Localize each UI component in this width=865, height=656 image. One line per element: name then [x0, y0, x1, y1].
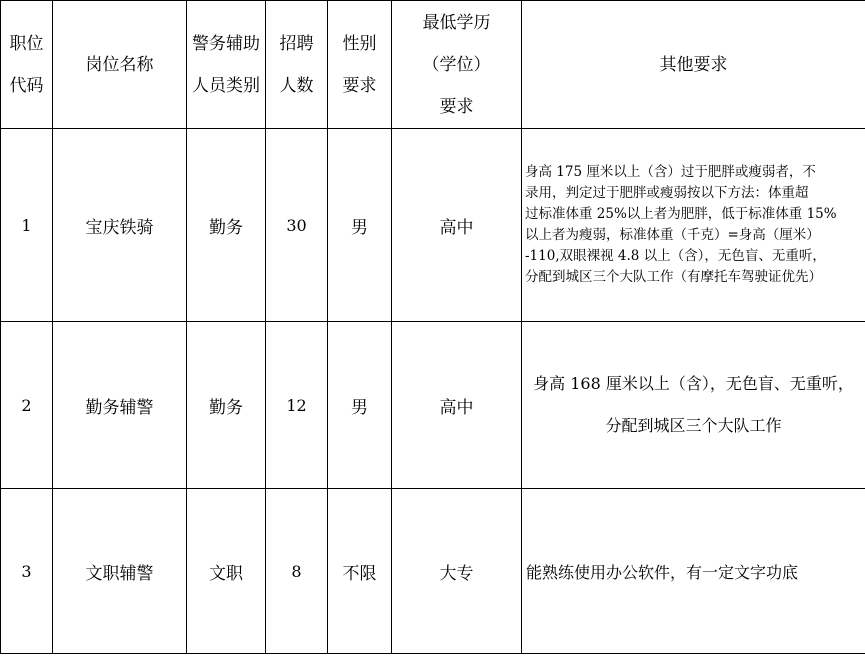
header-name: 岗位名称: [53, 1, 187, 129]
row-gender: 男: [328, 322, 392, 489]
table-row: [1, 322, 865, 489]
row-education: 大专: [392, 489, 522, 654]
row-education: 高中: [392, 129, 522, 322]
row-name: 文职辅警: [53, 489, 187, 654]
row-education: 高中: [392, 322, 522, 489]
table-row: [1, 129, 865, 322]
header-code: 职位 代码: [1, 1, 53, 129]
row-gender: 男: [328, 129, 392, 322]
row-count: 30: [266, 129, 328, 322]
header-category: 警务辅助 人员类别: [187, 1, 266, 129]
row-count: 8: [266, 489, 328, 654]
header-gender: 性别 要求: [328, 1, 392, 129]
table-row: [1, 489, 865, 654]
row-gender: 不限: [328, 489, 392, 654]
row-code: 3: [1, 489, 53, 654]
row-name: 勤务辅警: [53, 322, 187, 489]
header-other: 其他要求: [522, 1, 865, 129]
row-category: 勤务: [187, 322, 266, 489]
header-count: 招聘 人数: [266, 1, 328, 129]
header-row: [1, 1, 865, 129]
row-other-requirements: 能熟练使用办公软件，有一定文字功底: [522, 489, 865, 654]
header-education: 最低学历 （学位） 要求: [392, 1, 522, 129]
row-category: 文职: [187, 489, 266, 654]
row-category: 勤务: [187, 129, 266, 322]
row-count: 12: [266, 322, 328, 489]
row-other-requirements: 身高 175 厘米以上（含）过于肥胖或瘦弱者，不 录用，判定过于肥胖或瘦弱按以下方法：体重超 过标准体重 25%以上者为肥胖，低于标准体重 15% 以上者为瘦弱，标准体重（千克）=身高（厘米） -110,双眼裸视 4.8 以上（含），无色盲、无重听， 分配到城区三个大队工作（有摩托车驾驶证优先）: [522, 129, 865, 322]
row-code: 1: [1, 129, 53, 322]
row-code: 2: [1, 322, 53, 489]
row-name: 宝庆铁骑: [53, 129, 187, 322]
row-other-requirements: 身高 168 厘米以上（含），无色盲、无重听， 分配到城区三个大队工作: [522, 322, 865, 489]
